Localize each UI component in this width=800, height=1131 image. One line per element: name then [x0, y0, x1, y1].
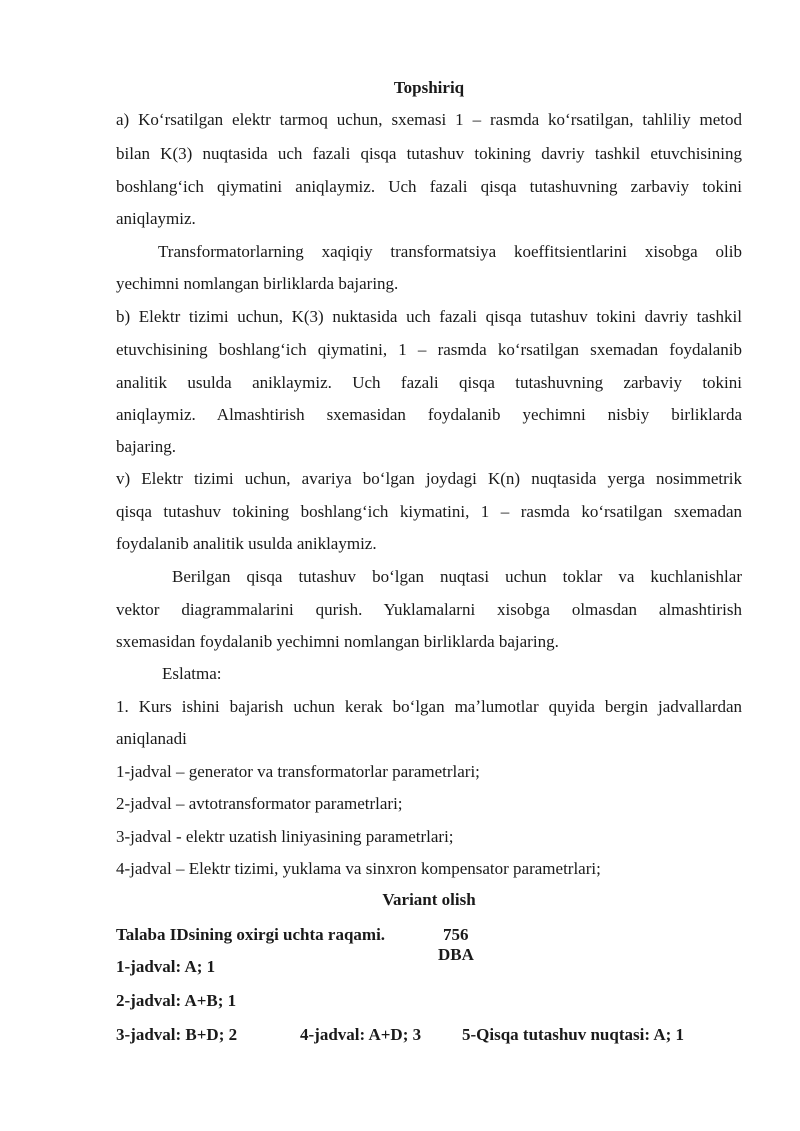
variant-heading: Variant olish [382, 890, 476, 909]
text-line: b) Elektr tizimi uchun, K(3) nuktasida uch fazali qisqa tutashuv tokini davriy tashkil [116, 307, 742, 326]
text-line: sxemasidan foydalanib yechimni nomlangan birliklarda bajaring. [116, 632, 559, 651]
table4-variant: 4-jadval: A+D; 3 [300, 1025, 422, 1044]
student-id-label: Talaba IDsining oxirgi uchta raqami. [116, 925, 386, 944]
text-line: 2-jadval – avtotransformator parametrlari; [116, 794, 403, 813]
text-line: yechimni nomlangan birliklarda bajaring. [116, 274, 399, 293]
text-line: 1. Kurs ishini bajarish uchun kerak boʻlgan maʼlumotlar quyida bergin jadvallardan [116, 697, 742, 716]
note-heading: Eslatma: [162, 664, 222, 683]
text-line: vektor diagrammalarini qurish. Yuklamalarni xisobga olmasdan almashtirish [116, 600, 742, 619]
text-line: Transformatorlarning xaqiqiy transformatsiya koeffitsientlarini xisobga olib [158, 242, 742, 261]
variant-code: DBA [438, 945, 474, 964]
text-line: v) Elektr tizimi uchun, avariya boʻlgan joydagi K(n) nuqtasida yerga nosimmetrik [116, 469, 742, 488]
text-line: aniqlaymiz. Almashtirish sxemasidan foydalanib yechimni nisbiy birliklarda [116, 405, 742, 424]
page-title: Topshiriq [393, 78, 465, 97]
text-line: aniqlaymiz. [116, 209, 196, 228]
table2-variant: 2-jadval: A+B; 1 [116, 991, 237, 1010]
short-circuit-point-variant: 5-Qisqa tutashuv nuqtasi: A; 1 [462, 1025, 685, 1044]
text-line: etuvchisining boshlangʻich qiymatini, 1 – rasmda koʻrsatilgan sxemadan foydalanib [116, 340, 742, 359]
text-line: Berilgan qisqa tutashuv boʻlgan nuqtasi uchun toklar va kuchlanishlar [172, 567, 742, 586]
text-line: bilan K(3) nuqtasida uch fazali qisqa tutashuv tokining davriy tashkil etuvchisining [116, 144, 742, 163]
text-line: boshlangʻich qiymatini aniqlaymiz. Uch fazali qisqa tutashuvning zarbaviy tokini [116, 177, 742, 196]
text-line: 4-jadval – Elektr tizimi, yuklama va sinxron kompensator parametrlari; [116, 859, 601, 878]
student-id-value: 756 [443, 925, 469, 944]
text-line: 3-jadval - elektr uzatish liniyasining parametrlari; [116, 827, 454, 846]
text-line: foydalanib analitik usulda aniklaymiz. [116, 534, 377, 553]
table3-variant: 3-jadval: B+D; 2 [116, 1025, 238, 1044]
text-line: a) Koʻrsatilgan elektr tarmoq uchun, sxemasi 1 – rasmda koʻrsatilgan, tahliliy metod [116, 110, 742, 129]
text-line: bajaring. [116, 437, 176, 456]
text-line: 1-jadval – generator va transformatorlar parametrlari; [116, 762, 480, 781]
text-line: analitik usulda aniklaymiz. Uch fazali qisqa tutashuvning zarbaviy tokini [116, 373, 742, 392]
text-line: aniqlanadi [116, 729, 187, 748]
text-line: qisqa tutashuv tokining boshlangʻich kiymatini, 1 – rasmda koʻrsatilgan sxemadan [116, 502, 742, 521]
table1-variant: 1-jadval: A; 1 [116, 957, 216, 976]
